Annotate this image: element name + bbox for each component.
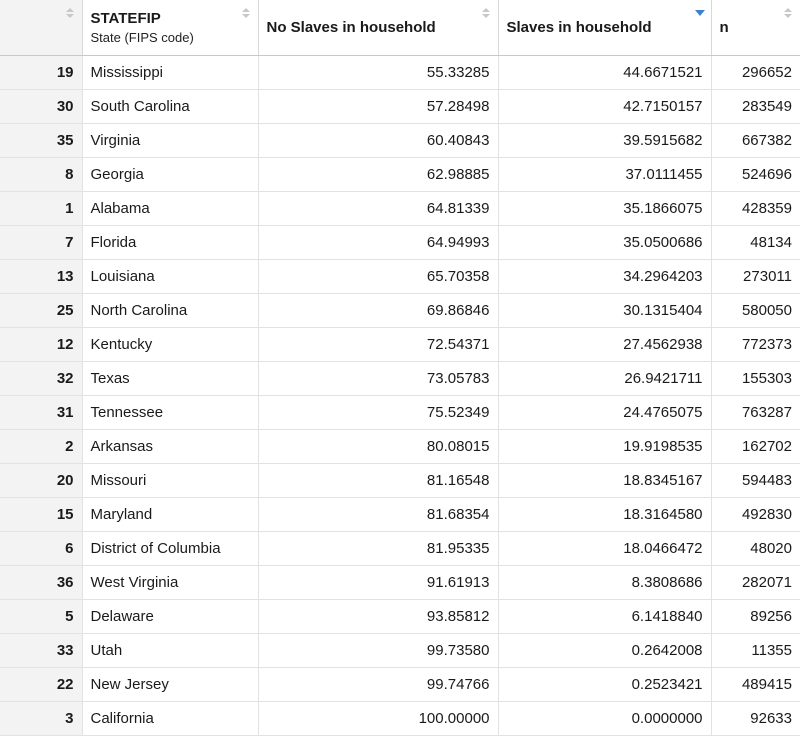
state-cell: Mississippi	[82, 56, 258, 90]
slaves-cell: 26.9421711	[498, 362, 711, 396]
no-slaves-cell: 57.28498	[258, 90, 498, 124]
table-row	[0, 192, 800, 226]
no-slaves-cell: 93.85812	[258, 600, 498, 634]
n-cell: 594483	[711, 464, 800, 498]
n-cell: 763287	[711, 396, 800, 430]
slaves-cell: 6.1418840	[498, 600, 711, 634]
state-cell: California	[82, 702, 258, 736]
row-name: 3	[0, 702, 82, 736]
slaves-cell: 18.0466472	[498, 532, 711, 566]
state-cell: Kentucky	[82, 328, 258, 362]
state-cell: North Carolina	[82, 294, 258, 328]
no-slaves-cell: 69.86846	[258, 294, 498, 328]
table-row	[0, 396, 800, 430]
table-row	[0, 702, 800, 736]
row-name: 15	[0, 498, 82, 532]
n-cell: 667382	[711, 124, 800, 158]
state-cell: Alabama	[82, 192, 258, 226]
slaves-cell: 19.9198535	[498, 430, 711, 464]
n-cell: 11355	[711, 634, 800, 668]
header-slaves[interactable]	[498, 0, 711, 56]
table-row	[0, 328, 800, 362]
header-no-slaves[interactable]	[258, 0, 498, 56]
row-name: 6	[0, 532, 82, 566]
slaves-cell: 27.4562938	[498, 328, 711, 362]
table-row	[0, 158, 800, 192]
state-cell: Louisiana	[82, 260, 258, 294]
row-name: 22	[0, 668, 82, 702]
state-cell: South Carolina	[82, 90, 258, 124]
slaves-cell: 35.0500686	[498, 226, 711, 260]
no-slaves-cell: 100.00000	[258, 702, 498, 736]
n-cell: 273011	[711, 260, 800, 294]
slaves-cell: 0.0000000	[498, 702, 711, 736]
table-row	[0, 600, 800, 634]
state-cell: Missouri	[82, 464, 258, 498]
state-cell: Maryland	[82, 498, 258, 532]
statefip-label: STATEFIP	[90, 10, 161, 27]
table-row	[0, 634, 800, 668]
n-cell: 89256	[711, 600, 800, 634]
slaves-cell: 18.8345167	[498, 464, 711, 498]
table-row	[0, 56, 800, 90]
n-cell: 48020	[711, 532, 800, 566]
table-row	[0, 668, 800, 702]
statefip-sublabel: State (FIPS code)	[90, 30, 194, 45]
table-row	[0, 430, 800, 464]
slaves-cell: 42.7150157	[498, 90, 711, 124]
state-cell: District of Columbia	[82, 532, 258, 566]
n-cell: 296652	[711, 56, 800, 90]
n-cell: 524696	[711, 158, 800, 192]
slaves-cell: 35.1866075	[498, 192, 711, 226]
no-slaves-cell: 65.70358	[258, 260, 498, 294]
table-row	[0, 124, 800, 158]
n-cell: 283549	[711, 90, 800, 124]
no-slaves-cell: 80.08015	[258, 430, 498, 464]
row-name: 7	[0, 226, 82, 260]
state-cell: New Jersey	[82, 668, 258, 702]
table-row	[0, 532, 800, 566]
row-name: 13	[0, 260, 82, 294]
row-name: 12	[0, 328, 82, 362]
table-row	[0, 566, 800, 600]
no-slaves-cell: 60.40843	[258, 124, 498, 158]
row-name: 8	[0, 158, 82, 192]
slaves-cell: 44.6671521	[498, 56, 711, 90]
slaves-cell: 0.2523421	[498, 668, 711, 702]
state-cell: Florida	[82, 226, 258, 260]
no-slaves-cell: 81.95335	[258, 532, 498, 566]
n-cell: 489415	[711, 668, 800, 702]
sort-icon[interactable]	[242, 8, 250, 19]
no-slaves-cell: 55.33285	[258, 56, 498, 90]
slaves-cell: 8.3808686	[498, 566, 711, 600]
slaves-cell: 18.3164580	[498, 498, 711, 532]
row-name: 31	[0, 396, 82, 430]
no-slaves-cell: 64.81339	[258, 192, 498, 226]
row-name: 33	[0, 634, 82, 668]
no-slaves-cell: 99.73580	[258, 634, 498, 668]
sort-icon[interactable]	[66, 8, 74, 19]
no-slaves-label: No Slaves in household	[266, 19, 436, 36]
n-cell: 48134	[711, 226, 800, 260]
n-cell: 772373	[711, 328, 800, 362]
sort-icon[interactable]	[784, 8, 792, 19]
n-cell: 162702	[711, 430, 800, 464]
state-cell: Georgia	[82, 158, 258, 192]
table-header	[0, 0, 800, 56]
slaves-cell: 24.4765075	[498, 396, 711, 430]
table-row	[0, 362, 800, 396]
slaves-cell: 34.2964203	[498, 260, 711, 294]
n-cell: 428359	[711, 192, 800, 226]
table-row	[0, 260, 800, 294]
no-slaves-cell: 62.98885	[258, 158, 498, 192]
header-rownames[interactable]	[0, 0, 82, 56]
sort-descending-icon[interactable]	[695, 8, 703, 19]
state-cell: Utah	[82, 634, 258, 668]
n-cell: 580050	[711, 294, 800, 328]
table-row	[0, 498, 800, 532]
no-slaves-cell: 72.54371	[258, 328, 498, 362]
state-cell: Tennessee	[82, 396, 258, 430]
slaves-cell: 30.1315404	[498, 294, 711, 328]
row-name: 36	[0, 566, 82, 600]
no-slaves-cell: 73.05783	[258, 362, 498, 396]
table-body	[0, 56, 800, 736]
header-row	[0, 0, 800, 56]
state-cell: Virginia	[82, 124, 258, 158]
table-row	[0, 90, 800, 124]
no-slaves-cell: 81.16548	[258, 464, 498, 498]
table-row	[0, 226, 800, 260]
row-name: 1	[0, 192, 82, 226]
state-cell: West Virginia	[82, 566, 258, 600]
n-cell: 492830	[711, 498, 800, 532]
n-cell: 282071	[711, 566, 800, 600]
n-cell: 92633	[711, 702, 800, 736]
state-cell: Texas	[82, 362, 258, 396]
slaves-cell: 37.0111455	[498, 158, 711, 192]
state-cell: Delaware	[82, 600, 258, 634]
slaves-label: Slaves in household	[506, 19, 652, 36]
no-slaves-cell: 75.52349	[258, 396, 498, 430]
row-name: 25	[0, 294, 82, 328]
n-label: n	[719, 19, 729, 36]
header-n[interactable]	[711, 0, 800, 56]
table-row	[0, 294, 800, 328]
row-name: 2	[0, 430, 82, 464]
no-slaves-cell: 81.68354	[258, 498, 498, 532]
no-slaves-cell: 64.94993	[258, 226, 498, 260]
row-name: 20	[0, 464, 82, 498]
slaves-cell: 39.5915682	[498, 124, 711, 158]
row-name: 32	[0, 362, 82, 396]
slaves-cell: 0.2642008	[498, 634, 711, 668]
row-name: 19	[0, 56, 82, 90]
table-row	[0, 464, 800, 498]
row-name: 35	[0, 124, 82, 158]
no-slaves-cell: 91.61913	[258, 566, 498, 600]
n-cell: 155303	[711, 362, 800, 396]
header-statefip[interactable]	[82, 0, 258, 56]
sort-icon[interactable]	[482, 8, 490, 19]
row-name: 30	[0, 90, 82, 124]
state-cell: Arkansas	[82, 430, 258, 464]
row-name: 5	[0, 600, 82, 634]
no-slaves-cell: 99.74766	[258, 668, 498, 702]
